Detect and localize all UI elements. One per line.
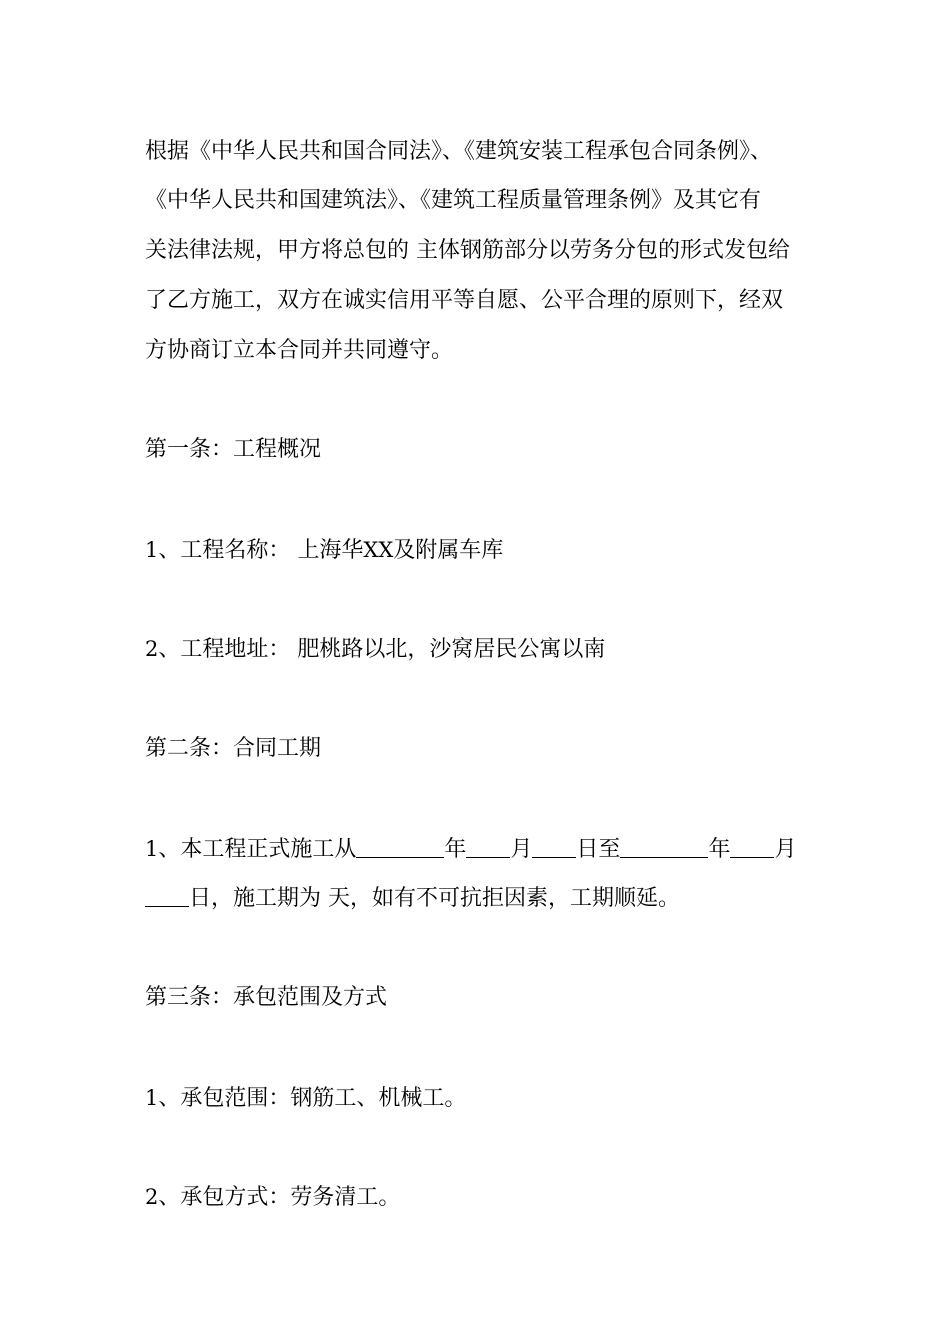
project-code: XX (363, 538, 394, 562)
article-1-heading: 第一条：工程概况 (145, 437, 322, 462)
item-text: 、本工程正式施工从 (158, 837, 357, 862)
intro-line-4: 了乙方施工，双方在诚实信用平等自愿、公平合理的原则下，经双 (145, 288, 784, 313)
item-text: 日，施工期为 天，如有不可抗拒因素，工期顺延。 (189, 886, 680, 911)
article-3-item-1 (145, 1083, 466, 1114)
item-number: 2 (145, 637, 159, 661)
article-2-item-1-line-2 (145, 884, 680, 914)
article-2-heading: 第二条：合同工期 (145, 736, 322, 761)
item-text: 、工程地址： 肥桃路以北，沙窝居民公寓以南 (158, 637, 606, 662)
article-1-item-1 (145, 535, 503, 566)
item-text: 、工程名称： 上海华 (158, 538, 364, 563)
article-3-heading: 第三条：承包范围及方式 (145, 985, 388, 1010)
item-text-tail: 及附属车库 (393, 538, 504, 563)
day-to-label: 日至 (576, 837, 621, 862)
item-number: 2 (145, 1185, 159, 1209)
month-label-2: 月 (774, 837, 797, 862)
blank-start-month (466, 835, 510, 858)
intro-line-1: 根据《中华人民共和国合同法》、《建筑安装工程承包合同条例》、 (145, 139, 773, 164)
year-label: 年 (444, 837, 467, 862)
blank-start-year (356, 835, 444, 858)
item-number: 1 (145, 538, 159, 562)
item-number: 1 (145, 1086, 159, 1110)
intro-line-2: 《中华人民共和国建筑法》、《建筑工程质量管理条例》及其它有 (145, 188, 762, 213)
year-label-2: 年 (708, 837, 731, 862)
intro-line-3: 关法律法规，甲方将总包的 主体钢筋部分以劳务分包的形式发包给 (145, 238, 790, 263)
article-1-item-2 (145, 634, 605, 665)
month-label: 月 (510, 837, 533, 862)
blank-end-year (620, 835, 708, 858)
item-number: 1 (145, 837, 159, 861)
blank-end-day (145, 884, 189, 907)
article-3-item-2 (145, 1182, 400, 1213)
item-text: 、承包范围：钢筋工、机械工。 (158, 1086, 467, 1111)
blank-start-day (532, 835, 576, 858)
blank-end-month (730, 835, 774, 858)
item-text: 、承包方式：劳务清工。 (158, 1185, 401, 1210)
intro-line-5: 方协商订立本合同并共同遵守。 (145, 338, 454, 363)
article-2-item-1 (145, 834, 796, 865)
